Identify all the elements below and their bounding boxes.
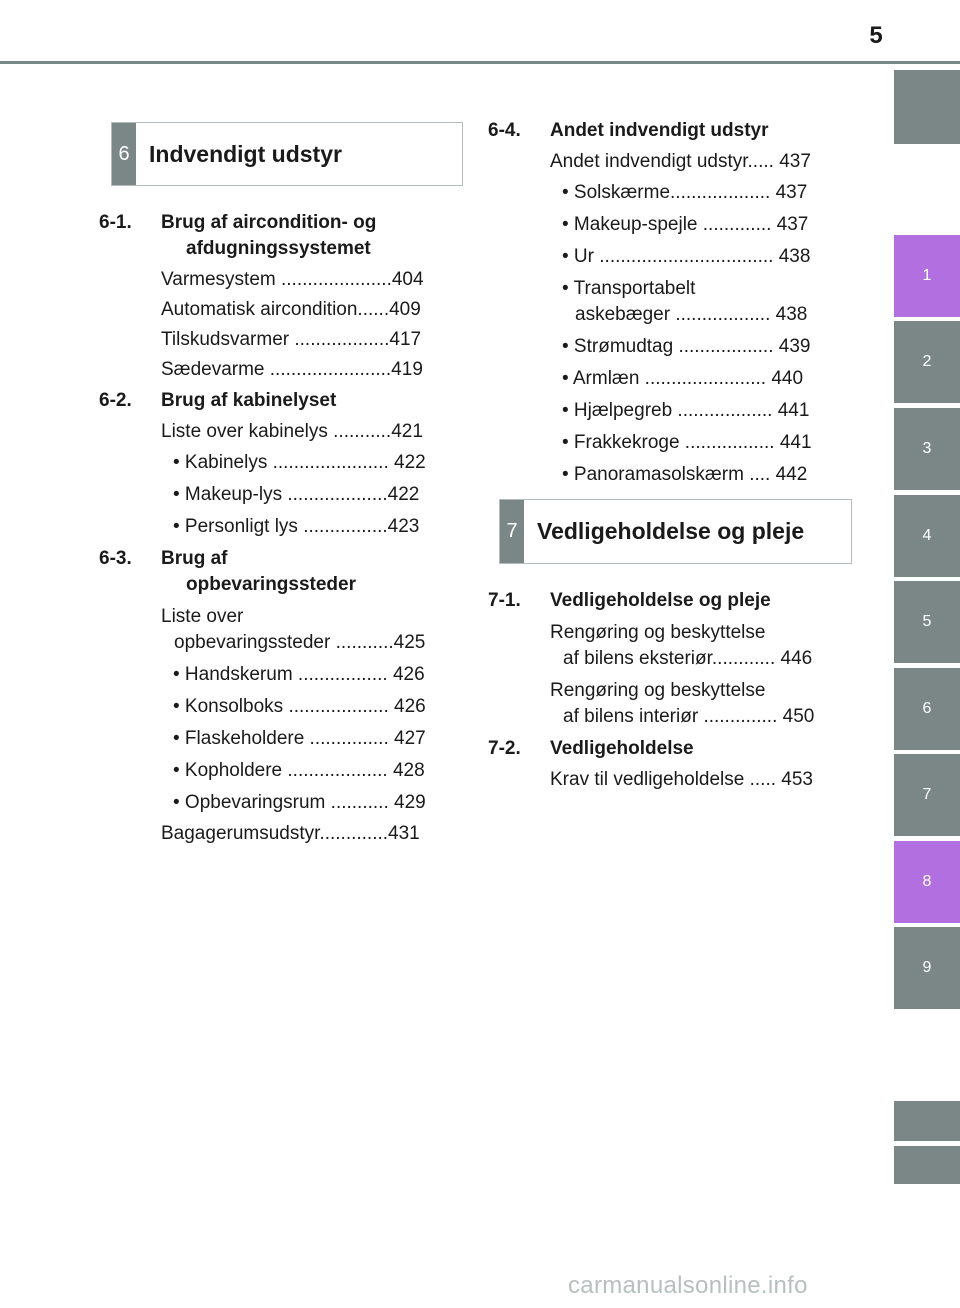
toc-bullet[interactable]: • Hjælpegreb .................. 441 bbox=[562, 400, 810, 421]
section-6-number: 6 bbox=[112, 123, 136, 185]
toc-bullet[interactable]: • Kabinelys ...................... 422 bbox=[173, 452, 426, 473]
left-column bbox=[99, 207, 451, 849]
toc-bullet[interactable]: • Kopholdere ................... 428 bbox=[173, 760, 425, 781]
side-tab-blank-top[interactable] bbox=[894, 70, 960, 144]
toc-bullet[interactable]: • Frakkekroge ................. 441 bbox=[562, 432, 812, 453]
chapter-number: 6-1. bbox=[99, 212, 132, 233]
chapter-number: 7-2. bbox=[488, 738, 521, 759]
page-number: 5 bbox=[869, 22, 883, 49]
chapter-number: 6-4. bbox=[488, 120, 521, 141]
toc-bullet[interactable]: • Solskærme................... 437 bbox=[562, 182, 808, 203]
toc-entry[interactable]: Sædevarme .......................419 bbox=[161, 359, 423, 380]
toc-bullet[interactable]: • Handskerum ................. 426 bbox=[173, 664, 425, 685]
side-tab-6[interactable]: 6 bbox=[894, 668, 960, 750]
side-tab-9[interactable]: 9 bbox=[894, 927, 960, 1009]
chapter-title: Brug af aircondition- og bbox=[161, 212, 377, 233]
toc-bullet[interactable]: • Opbevaringsrum ........... 429 bbox=[173, 792, 426, 813]
toc-bullet[interactable]: • Flaskeholdere ............... 427 bbox=[173, 728, 426, 749]
section-7-header bbox=[499, 499, 852, 564]
right-column-bottom bbox=[488, 585, 848, 795]
toc-entry-wrapped[interactable] bbox=[550, 675, 848, 733]
toc-bullet[interactable]: • Panoramasolskærm .... 442 bbox=[562, 464, 808, 485]
section-7-title: Vedligeholdelse og pleje bbox=[537, 518, 805, 544]
side-tab-7[interactable]: 7 bbox=[894, 754, 960, 836]
chapter-6-1[interactable] bbox=[99, 207, 451, 265]
right-column-top bbox=[488, 115, 848, 491]
chapter-6-3[interactable] bbox=[99, 543, 451, 601]
entry-line-1: Rengøring og beskyttelse bbox=[550, 622, 766, 643]
toc-bullet[interactable]: • Ur ................................. 438 bbox=[562, 246, 811, 267]
chapter-title: Brug af bbox=[161, 548, 228, 569]
side-tab-8[interactable]: 8 bbox=[894, 841, 960, 923]
chapter-7-1[interactable] bbox=[488, 585, 848, 617]
chapter-title-cont: opbevaringssteder bbox=[186, 574, 356, 595]
chapter-number: 7-1. bbox=[488, 590, 521, 611]
toc-entry-wrapped[interactable] bbox=[550, 617, 848, 675]
watermark: carmanualsonline.info bbox=[568, 1272, 808, 1299]
chapter-title: Brug af kabinelyset bbox=[161, 390, 337, 411]
toc-bullet[interactable]: • Personligt lys ................423 bbox=[173, 516, 420, 537]
toc-bullet[interactable]: • Armlæn ....................... 440 bbox=[562, 368, 804, 389]
chapter-title: Vedligeholdelse bbox=[550, 738, 694, 759]
chapter-6-4[interactable] bbox=[488, 115, 848, 147]
toc-entry[interactable]: Liste over kabinelys ...........421 bbox=[161, 421, 423, 442]
toc-entry[interactable]: Tilskudsvarmer ..................417 bbox=[161, 329, 422, 350]
side-tab-blank-bottom-1[interactable] bbox=[894, 1101, 960, 1141]
bullet-line-2: askebæger .................. 438 bbox=[575, 304, 808, 325]
chapter-number: 6-3. bbox=[99, 548, 132, 569]
entry-line-1: Liste over bbox=[161, 606, 244, 627]
side-tab-1[interactable]: 1 bbox=[894, 235, 960, 317]
toc-bullet[interactable]: • Makeup-spejle ............. 437 bbox=[562, 214, 809, 235]
chapter-title-cont: afdugningssystemet bbox=[186, 238, 371, 259]
toc-entry[interactable]: Andet indvendigt udstyr..... 437 bbox=[550, 151, 811, 172]
side-tab-4[interactable]: 4 bbox=[894, 495, 960, 577]
side-tab-blank-bottom-2[interactable] bbox=[894, 1146, 960, 1184]
section-7-number: 7 bbox=[500, 500, 524, 563]
toc-bullet[interactable]: • Makeup-lys ...................422 bbox=[173, 484, 420, 505]
toc-bullet[interactable]: • Konsolboks ................... 426 bbox=[173, 696, 426, 717]
side-tab-5[interactable]: 5 bbox=[894, 581, 960, 663]
toc-entry[interactable]: Bagagerumsudstyr.............431 bbox=[161, 823, 420, 844]
side-tab-3[interactable]: 3 bbox=[894, 408, 960, 490]
section-6-header bbox=[111, 122, 463, 186]
chapter-number: 6-2. bbox=[99, 390, 132, 411]
chapter-title: Vedligeholdelse og pleje bbox=[550, 590, 771, 611]
entry-line-1: Rengøring og beskyttelse bbox=[550, 680, 766, 701]
toc-bullet[interactable]: • Strømudtag .................. 439 bbox=[562, 336, 811, 357]
section-6-title: Indvendigt udstyr bbox=[149, 140, 342, 167]
toc-entry-wrapped[interactable] bbox=[161, 601, 451, 659]
chapter-title: Andet indvendigt udstyr bbox=[550, 120, 769, 141]
entry-line-2: opbevaringssteder ...........425 bbox=[174, 632, 426, 653]
bullet-line-1: • Transportabelt bbox=[562, 278, 696, 299]
chapter-6-2[interactable] bbox=[99, 385, 451, 417]
chapter-7-2[interactable] bbox=[488, 733, 848, 765]
toc-bullet-wrapped[interactable] bbox=[562, 273, 848, 331]
entry-line-2: af bilens eksteriør............ 446 bbox=[563, 648, 813, 669]
toc-entry[interactable]: Krav til vedligeholdelse ..... 453 bbox=[550, 769, 813, 790]
side-tab-2[interactable]: 2 bbox=[894, 321, 960, 403]
toc-entry[interactable]: Varmesystem .....................404 bbox=[161, 269, 424, 290]
entry-line-2: af bilens interiør .............. 450 bbox=[563, 706, 815, 727]
top-rule bbox=[0, 61, 960, 64]
toc-entry[interactable]: Automatisk aircondition......409 bbox=[161, 299, 421, 320]
